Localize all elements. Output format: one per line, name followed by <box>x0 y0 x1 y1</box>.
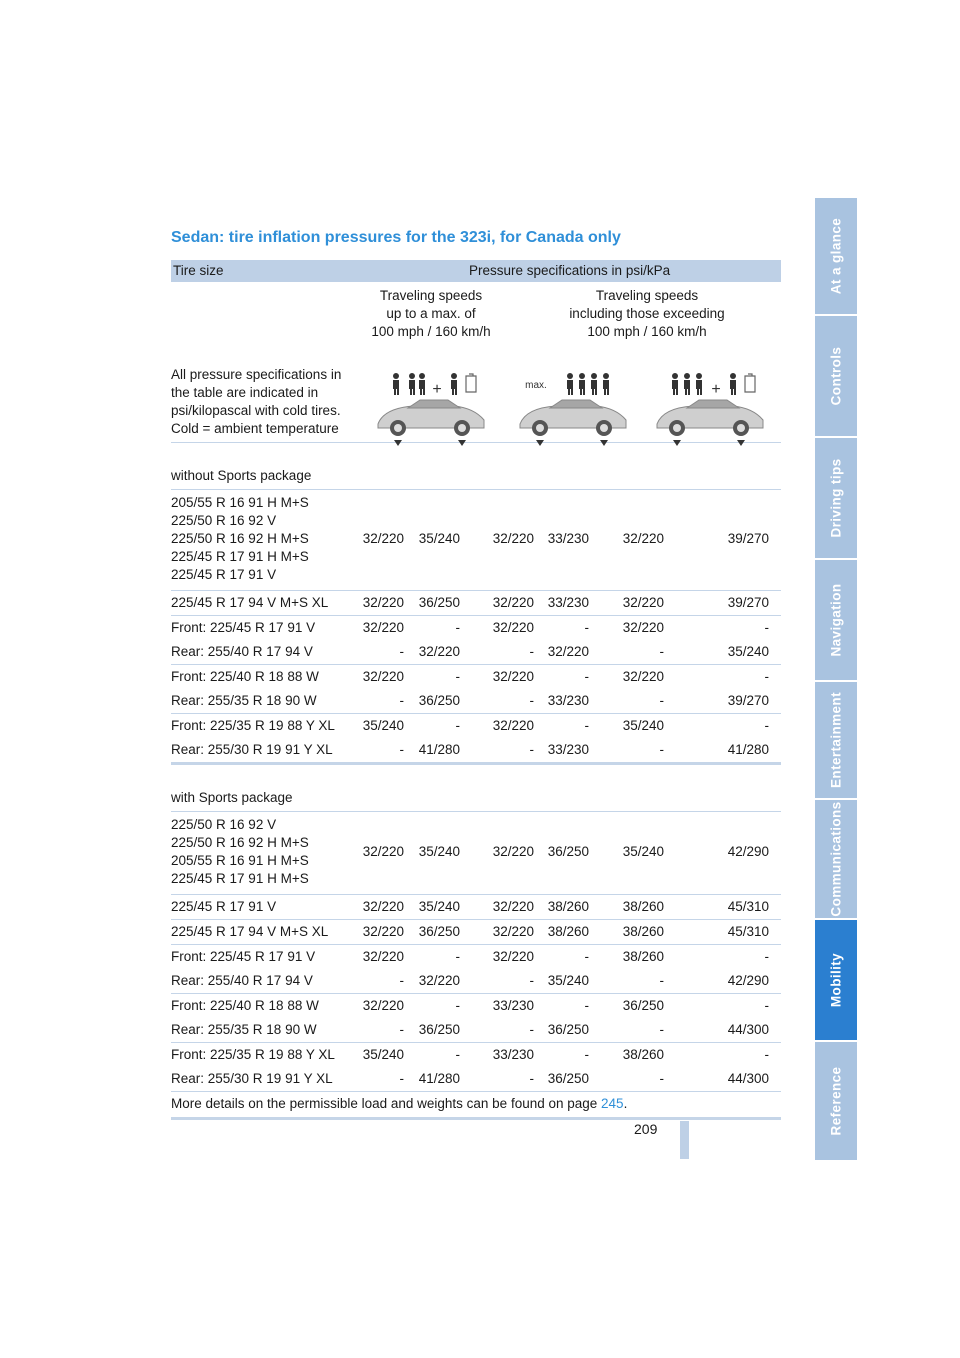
speed-group-over100 <box>547 287 747 341</box>
tire-size-cell <box>171 998 319 1013</box>
pressure-cell: 33/230 <box>547 742 589 757</box>
pressure-cell: 35/240 <box>727 644 769 659</box>
speed-group-max100 <box>361 287 501 341</box>
pressure-cell: - <box>584 1047 589 1062</box>
pressure-cell: - <box>584 669 589 684</box>
plus-sign: + <box>432 381 442 398</box>
tire-size-line: Front: 225/35 R 19 88 Y XL <box>171 718 335 733</box>
section-header <box>171 443 781 490</box>
table-row <box>171 714 781 738</box>
pressure-cell: 32/220 <box>362 998 404 1013</box>
pressure-cell: 32/220 <box>362 899 404 914</box>
side-tab-label: Entertainment <box>828 692 844 788</box>
pressure-cell: - <box>764 718 769 733</box>
table-row <box>171 920 781 945</box>
pressure-cell: - <box>659 742 664 757</box>
tire-size-cell <box>171 742 333 757</box>
side-tab-reference[interactable] <box>815 1042 857 1160</box>
side-tab-controls[interactable] <box>815 316 857 436</box>
pressure-cell: 36/250 <box>418 595 460 610</box>
tire-size-line: 225/50 R 16 92 V <box>171 817 277 832</box>
pressure-cell: 33/230 <box>492 998 534 1013</box>
table-row <box>171 969 781 994</box>
speed-line: Traveling speeds <box>379 288 483 303</box>
pressure-cell: 39/270 <box>727 595 769 610</box>
tire-size-cell <box>171 595 328 610</box>
pressure-cell: - <box>529 742 534 757</box>
table-row <box>171 616 781 640</box>
side-tab-driving-tips[interactable] <box>815 438 857 558</box>
side-tab-label: Reference <box>828 1066 844 1136</box>
note-line: psi/kilopascal with cold tires. <box>171 403 341 418</box>
pressure-cell: - <box>659 973 664 988</box>
pressure-cell: - <box>399 742 404 757</box>
tire-size-line: 225/45 R 17 94 V M+S XL <box>171 595 329 610</box>
tire-size-cell <box>171 1022 317 1037</box>
pressure-cell: - <box>399 973 404 988</box>
pressure-cell: 32/220 <box>362 924 404 939</box>
pressure-cell: 45/310 <box>727 899 769 914</box>
table-subheader <box>171 282 781 443</box>
tire-size-line: 225/45 R 17 91 V <box>171 899 277 914</box>
pressure-cell: - <box>455 718 460 733</box>
table-row <box>171 1018 781 1043</box>
speed-line: including those exceeding <box>569 306 725 321</box>
pressure-cell: 32/220 <box>362 844 404 859</box>
pressure-cell: - <box>659 693 664 708</box>
pressure-cell: 38/260 <box>547 924 589 939</box>
speed-line: 100 mph / 160 km/h <box>587 324 707 339</box>
pressure-cell: 32/220 <box>418 973 460 988</box>
table-row <box>171 895 781 920</box>
pressure-cell: 36/250 <box>547 1022 589 1037</box>
pressure-cell: 38/260 <box>622 924 664 939</box>
side-tab-communications[interactable] <box>815 800 857 918</box>
table-row <box>171 640 781 665</box>
pressure-cell: 35/240 <box>622 844 664 859</box>
pressure-cell: 32/220 <box>362 531 404 546</box>
tire-size-cell <box>171 669 319 684</box>
pressure-cell: - <box>764 620 769 635</box>
pressure-cell: - <box>584 620 589 635</box>
pressure-cell: 35/240 <box>362 1047 404 1062</box>
pressure-cell: - <box>529 693 534 708</box>
note-line: the table are indicated in <box>171 385 319 400</box>
pressure-cell: 32/220 <box>362 949 404 964</box>
pressure-cell: 36/250 <box>418 1022 460 1037</box>
tire-size-cell <box>171 620 315 635</box>
note-line: All pressure specifications in <box>171 367 342 382</box>
speed-line: 100 mph / 160 km/h <box>371 324 491 339</box>
pressure-cell: 36/250 <box>418 924 460 939</box>
speed-line: up to a max. of <box>386 306 476 321</box>
pressure-cell: - <box>529 973 534 988</box>
pressure-cell: - <box>455 998 460 1013</box>
pressure-cell: 32/220 <box>492 924 534 939</box>
tire-size-cell <box>171 816 309 888</box>
tire-size-line: Front: 225/45 R 17 91 V <box>171 620 316 635</box>
tire-size-cell <box>171 924 328 939</box>
pressure-note <box>171 366 341 438</box>
pressure-cell: 36/250 <box>547 844 589 859</box>
pressure-cell: 32/220 <box>492 949 534 964</box>
table-row <box>171 945 781 969</box>
pressure-cell: 33/230 <box>547 693 589 708</box>
pressure-cell: - <box>764 669 769 684</box>
tire-size-line: 225/45 R 17 91 V <box>171 567 277 582</box>
footer-note-end: . <box>623 1096 628 1111</box>
max-label: max. <box>525 380 547 391</box>
table-row <box>171 738 781 765</box>
table-row <box>171 812 781 895</box>
header-pressure: Pressure specifications in psi/kPa <box>469 263 671 278</box>
pressure-cell: - <box>659 644 664 659</box>
tire-size-line: Front: 225/35 R 19 88 Y XL <box>171 1047 335 1062</box>
pressure-cell: - <box>399 1022 404 1037</box>
tire-pressure-table <box>171 260 781 1120</box>
tire-size-line: 225/45 R 17 94 V M+S XL <box>171 924 329 939</box>
pressure-cell: 38/260 <box>622 1047 664 1062</box>
pressure-cell: 42/290 <box>727 973 769 988</box>
tire-size-line: Rear: 255/40 R 17 94 V <box>171 973 313 988</box>
pressure-cell: 42/290 <box>727 844 769 859</box>
side-tab-label: Communications <box>828 801 844 917</box>
pressure-cell: - <box>584 998 589 1013</box>
tire-size-cell <box>171 644 313 659</box>
tire-size-cell <box>171 1047 335 1062</box>
pressure-cell: - <box>399 644 404 659</box>
table-row <box>171 994 781 1018</box>
pressure-cell: - <box>764 1047 769 1062</box>
footer-note <box>171 1092 781 1120</box>
pressure-cell: 32/220 <box>492 844 534 859</box>
side-tab-label: Navigation <box>828 583 844 657</box>
table-row <box>171 689 781 714</box>
pressure-cell: 35/240 <box>418 844 460 859</box>
pressure-cell: 32/220 <box>492 620 534 635</box>
pressure-cell: - <box>659 1071 664 1086</box>
pressure-cell: 32/220 <box>418 644 460 659</box>
tire-size-line: Front: 225/40 R 18 88 W <box>171 998 319 1013</box>
page-number: 209 <box>634 1121 658 1137</box>
pressure-cell: 39/270 <box>727 531 769 546</box>
pressure-cell: 33/230 <box>547 595 589 610</box>
table-row <box>171 490 781 591</box>
pressure-cell: - <box>764 949 769 964</box>
pressure-cell: - <box>529 644 534 659</box>
pressure-cell: - <box>584 718 589 733</box>
pressure-cell: 38/260 <box>547 899 589 914</box>
pressure-cell: 32/220 <box>547 644 589 659</box>
car-load-full-luggage-icon <box>374 372 490 448</box>
pressure-cell: - <box>529 1022 534 1037</box>
pressure-cell: 36/250 <box>622 998 664 1013</box>
page-number-bar <box>680 1121 689 1159</box>
side-tab-label: Mobility <box>828 952 844 1008</box>
tire-size-cell <box>171 494 309 584</box>
pressure-cell: 32/220 <box>622 620 664 635</box>
tire-size-cell <box>171 1071 333 1086</box>
pressure-cell: - <box>584 949 589 964</box>
tire-size-line: Rear: 255/30 R 19 91 Y XL <box>171 1071 333 1086</box>
footer-note-text: More details on the permissible load and weights can be found on page <box>171 1096 602 1111</box>
pressure-cell: - <box>455 669 460 684</box>
pressure-cell: 32/220 <box>622 669 664 684</box>
section-title: with Sports package <box>171 790 293 805</box>
pressure-cell: - <box>659 1022 664 1037</box>
pressure-cell: 36/250 <box>547 1071 589 1086</box>
tire-size-cell <box>171 973 313 988</box>
page-title: Sedan: tire inflation pressures for the 323i, for Canada only <box>171 229 621 246</box>
side-tab-label: Controls <box>828 346 844 406</box>
pressure-cell: - <box>764 998 769 1013</box>
tire-size-cell <box>171 718 335 733</box>
pressure-cell: - <box>455 620 460 635</box>
pressure-cell: 36/250 <box>418 693 460 708</box>
pressure-cell: 45/310 <box>727 924 769 939</box>
tire-size-line: Rear: 255/35 R 18 90 W <box>171 1022 317 1037</box>
tire-size-line: 225/50 R 16 92 V <box>171 513 277 528</box>
pressure-cell: 32/220 <box>362 595 404 610</box>
note-line: Cold = ambient temperature <box>171 421 339 436</box>
tire-size-cell <box>171 949 315 964</box>
pressure-cell: 32/220 <box>622 595 664 610</box>
pressure-cell: 41/280 <box>418 742 460 757</box>
tire-size-line: 225/45 R 17 91 H M+S <box>171 871 309 886</box>
pressure-cell: 44/300 <box>727 1022 769 1037</box>
pressure-cell: - <box>529 1071 534 1086</box>
car-load-max-persons-icon <box>516 372 632 448</box>
pressure-cell: 32/220 <box>492 899 534 914</box>
pressure-cell: 44/300 <box>727 1071 769 1086</box>
tire-size-cell <box>171 899 276 914</box>
table-body <box>171 443 781 1092</box>
pressure-cell: 32/220 <box>492 669 534 684</box>
side-tab-entertainment[interactable] <box>815 682 857 798</box>
tire-size-line: 205/55 R 16 91 H M+S <box>171 853 309 868</box>
pressure-cell: 32/220 <box>492 718 534 733</box>
tire-size-line: Rear: 255/30 R 19 91 Y XL <box>171 742 333 757</box>
pressure-cell: 32/220 <box>492 531 534 546</box>
table-header <box>171 260 781 282</box>
tire-size-line: Rear: 255/40 R 17 94 V <box>171 644 313 659</box>
pressure-cell: 38/260 <box>622 899 664 914</box>
section-header <box>171 765 781 812</box>
pressure-cell: 41/280 <box>418 1071 460 1086</box>
header-tire-size: Tire size <box>173 263 224 278</box>
plus-sign: + <box>711 381 721 398</box>
pressure-cell: 35/240 <box>362 718 404 733</box>
pressure-cell: - <box>455 949 460 964</box>
pressure-cell: 35/240 <box>418 899 460 914</box>
pressure-cell: 35/240 <box>547 973 589 988</box>
side-tab-label: At a glance <box>828 217 844 295</box>
table-row <box>171 591 781 616</box>
tire-size-line: Rear: 255/35 R 18 90 W <box>171 693 317 708</box>
table-row <box>171 1043 781 1067</box>
pressure-cell: 32/220 <box>492 595 534 610</box>
tire-size-line: 225/50 R 16 92 H M+S <box>171 835 309 850</box>
side-tab-mobility[interactable] <box>815 920 857 1040</box>
pressure-cell: - <box>399 1071 404 1086</box>
pressure-cell: - <box>399 693 404 708</box>
table-row <box>171 665 781 689</box>
pressure-cell: 38/260 <box>622 949 664 964</box>
speed-line: Traveling speeds <box>595 288 699 303</box>
pressure-cell: 32/220 <box>622 531 664 546</box>
pressure-cell: 32/220 <box>362 620 404 635</box>
pressure-cell: 33/230 <box>492 1047 534 1062</box>
tire-size-line: 225/50 R 16 92 H M+S <box>171 531 309 546</box>
side-tab-navigation[interactable] <box>815 560 857 680</box>
tire-size-line: 205/55 R 16 91 H M+S <box>171 495 309 510</box>
table-row <box>171 1067 781 1092</box>
pressure-cell: 33/230 <box>547 531 589 546</box>
section-title: without Sports package <box>171 468 312 483</box>
pressure-cell: 32/220 <box>362 669 404 684</box>
tire-size-line: Front: 225/40 R 18 88 W <box>171 669 319 684</box>
pressure-cell: 39/270 <box>727 693 769 708</box>
pressure-cell: 41/280 <box>727 742 769 757</box>
pressure-cell: 35/240 <box>418 531 460 546</box>
car-load-full-luggage-icon-fast <box>653 372 769 448</box>
side-tab-at-a-glance[interactable] <box>815 198 857 314</box>
pressure-cell: - <box>455 1047 460 1062</box>
tire-size-line: Front: 225/45 R 17 91 V <box>171 949 316 964</box>
side-tab-label: Driving tips <box>828 458 844 538</box>
page-link[interactable]: 245 <box>601 1096 624 1111</box>
tire-size-cell <box>171 693 317 708</box>
tire-size-line: 225/45 R 17 91 H M+S <box>171 549 309 564</box>
pressure-cell: 35/240 <box>622 718 664 733</box>
